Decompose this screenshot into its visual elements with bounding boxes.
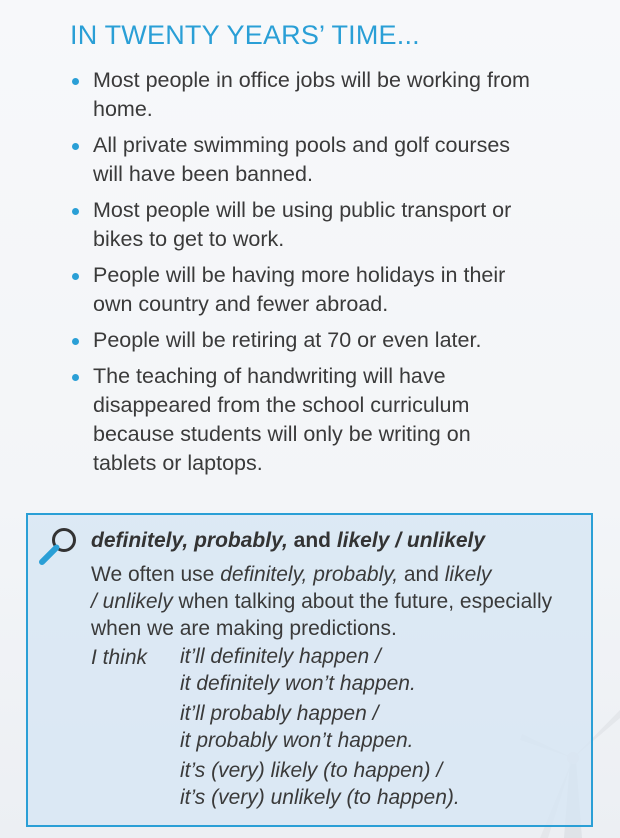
- example-item: it’s (very) likely (to happen) / it’s (very) unlikely (to happen).: [180, 759, 460, 809]
- list-item: The teaching of handwriting will have disappeared from the school curriculum because students will only be writing on tablets or laptops.: [70, 362, 600, 478]
- bullet-dot-icon: [72, 374, 79, 381]
- bullet-dot-icon: [72, 78, 79, 85]
- list-item: Most people will be using public transport or bikes to get to work.: [70, 196, 600, 254]
- bullet-dot-icon: [72, 143, 79, 150]
- example-item: it’ll definitely happen / it definitely won’t happen.: [180, 645, 416, 695]
- page-title: IN TWENTY YEARS’ TIME...: [70, 20, 420, 50]
- magnifier-icon: [38, 525, 80, 565]
- bullet-dot-icon: [72, 273, 79, 280]
- grammar-box: [26, 513, 593, 827]
- example-lead-in: I think: [91, 646, 148, 669]
- prediction-list: [70, 66, 600, 485]
- list-item: Most people in office jobs will be working from home.: [70, 66, 600, 124]
- grammar-box-title: definitely, probably, and likely / unlikely: [91, 529, 486, 552]
- list-item: People will be retiring at 70 or even later.: [70, 326, 600, 355]
- list-item: All private swimming pools and golf courses will have been banned.: [70, 131, 600, 189]
- example-item: it’ll probably happen / it probably won’t happen.: [180, 702, 414, 752]
- grammar-explanation: We often use definitely, probably, and likely / unlikely when talking about the future, especially when we are making predictions.: [91, 563, 553, 640]
- list-item: People will be having more holidays in their own country and fewer abroad.: [70, 261, 600, 319]
- bullet-dot-icon: [72, 338, 79, 345]
- bullet-dot-icon: [72, 208, 79, 215]
